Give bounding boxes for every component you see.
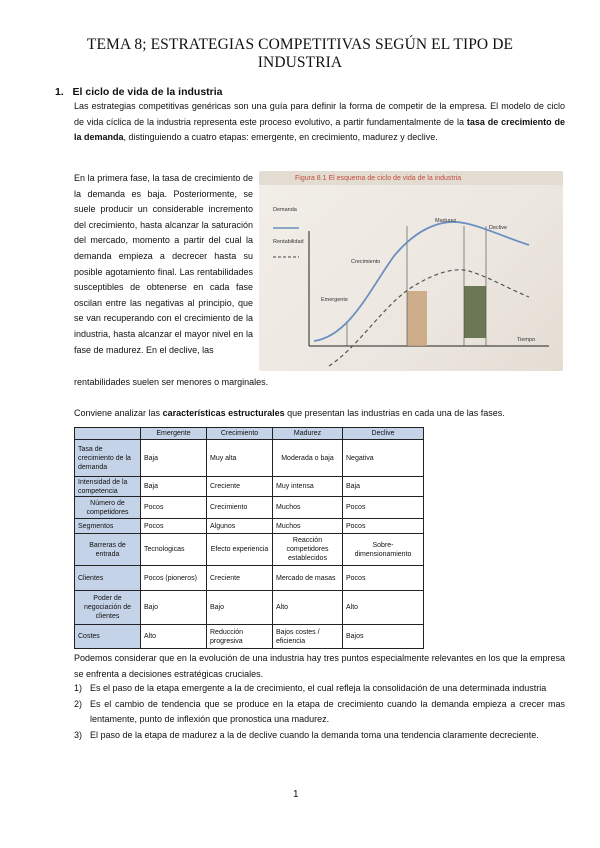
table-intro-bold: características estructurales [162, 408, 285, 418]
table-cell: Algunos [207, 519, 273, 534]
table-row [75, 477, 424, 497]
table-row-label: Clientes [75, 566, 141, 591]
intro-bold: tasa de crecimiento de la demanda [74, 116, 565, 143]
stage-bar-maturity [407, 291, 427, 346]
table-cell: Pocos [141, 519, 207, 534]
table-cell: Crecimiento [207, 497, 273, 519]
table-row-label: Barreras de entrada [75, 534, 141, 566]
table-cell: Muchos [273, 497, 343, 519]
list-item-number: 1) [74, 683, 83, 693]
intro-text-1: Las estrategias competitivas genéricas son una guía para definir la forma de competir de la empresa. El modelo de ciclo de vida cíclica de la industria representa este proceso evolutivo, a partir fundamentalmente de la [74, 101, 565, 127]
table-row-label: Poder de negociación de clientes [75, 591, 141, 625]
stage-label-growth: Crecimiento [351, 259, 381, 265]
table-row [75, 519, 424, 534]
list-item [74, 728, 565, 744]
table-header-cell: Emergente [141, 428, 207, 440]
table-cell: Pocos [343, 497, 424, 519]
table-row [75, 440, 424, 477]
intro-text-2: , distinguiendo a cuatro etapas: emergente, en crecimiento, madurez y declive. [123, 132, 438, 143]
table-cell: Pocos [343, 519, 424, 534]
table-cell: Tecnologicas [141, 534, 207, 566]
table-cell: Bajo [207, 591, 273, 625]
axis-label-time: Tiempo [517, 337, 536, 343]
table-row-label: Segmentos [75, 519, 141, 534]
table-cell: Alto [343, 591, 424, 625]
table-cell: Muy alta [207, 440, 273, 477]
stage-bar-decline [464, 286, 486, 338]
list-item-text: Es el cambio de tendencia que se produce en la etapa de crecimiento cuando la demanda empieza a crecer mas lentamente, punto de inflexión que pronostica una madurez. [90, 698, 565, 725]
table-cell: Reacción competidores establecidos [273, 534, 343, 566]
table-cell: Sobre-dimensionamiento [343, 534, 424, 566]
table-cell: Pocos (pioneros) [141, 566, 207, 591]
list-item-number: 2) [74, 698, 83, 709]
table-header-cell: Declive [343, 428, 424, 440]
section-number: 1. [55, 86, 64, 98]
legend-profit: Rentabilidad [273, 239, 304, 245]
table-cell: Bajos [343, 625, 424, 649]
table-cell: Mercado de masas [273, 566, 343, 591]
table-cell: Alto [141, 625, 207, 649]
page-number: 1 [293, 789, 299, 800]
table-header-row [75, 428, 424, 440]
table-cell: Baja [343, 477, 424, 497]
turning-points-list [74, 681, 565, 743]
table-row [75, 591, 424, 625]
profit-curve [329, 270, 529, 366]
table-cell: Baja [141, 477, 207, 497]
table-row [75, 534, 424, 566]
turning-points-intro: Podemos considerar que en la evolución de una industria hay tres puntos especialmente relevantes en los que la empresa se enfrenta a decisiones estratégicas cruciales. [74, 653, 565, 679]
list-item-text: Es el paso de la etapa emergente a la de crecimiento, el cual refleja la consolidación de una determinada industria [90, 683, 547, 693]
table-intro [74, 406, 565, 422]
lifecycle-figure [259, 171, 563, 371]
page-title: TEMA 8; ESTRATEGIAS COMPETITIVAS SEGÚN EL TIPO DE INDUSTRIA [86, 36, 514, 71]
characteristics-table [74, 427, 424, 649]
table-intro-text-1: Conviene analizar las [74, 408, 163, 418]
stage-label-decline: Declive [489, 225, 508, 231]
list-item-number: 3) [74, 729, 83, 740]
table-cell: Negativa [343, 440, 424, 477]
table-header-cell: Madurez [273, 428, 343, 440]
table-row [75, 625, 424, 649]
table-cell: Muchos [273, 519, 343, 534]
intro-paragraph [74, 99, 565, 146]
table-cell: Muy intensa [273, 477, 343, 497]
legend-demand: Demanda [273, 207, 297, 213]
table-cell: Pocos [343, 566, 424, 591]
section-title: El ciclo de vida de la industria [72, 86, 223, 98]
table-cell: Pocos [141, 497, 207, 519]
stage-label-maturity: Madurez [435, 218, 457, 224]
lifecycle-chart [259, 171, 563, 371]
table-header-cell [75, 428, 141, 440]
table-row-label: Costes [75, 625, 141, 649]
table-intro-text-2: que presentan las industrias en cada una de las fases. [284, 408, 505, 418]
table-cell: Alto [273, 591, 343, 625]
table-cell: Bajos costes / eficiencia [273, 625, 343, 649]
table-cell: Efecto experiencia [207, 534, 273, 566]
list-item [74, 681, 565, 697]
table-cell: Moderada o baja [273, 440, 343, 477]
table-header-cell: Crecimiento [207, 428, 273, 440]
table-cell: Bajo [141, 591, 207, 625]
section-heading [55, 86, 223, 98]
table-cell: Creciente [207, 477, 273, 497]
lifecycle-paragraph: En la primera fase, la tasa de crecimiento de la demanda es baja. Posteriormente, se suele producir un considerable incremento del crecimiento, hasta alcanzar la saturación del mercado, momento a partir del cual la demanda empieza a decrecer hasta su posible agotamiento final. Las rentabilidades susceptibles de obtenerse en cada fase oscilan entre las negativas al principio, que se van recuperando con el crecimiento de la industria, hasta alcanzar el mayor nivel en la fase de madurez. En el declive, las [74, 173, 253, 355]
table-cell: Reducción progresiva [207, 625, 273, 649]
list-item [74, 697, 565, 728]
lifecycle-paragraph-tail: rentabilidades suelen ser menores o marginales. [74, 377, 269, 387]
table-cell: Creciente [207, 566, 273, 591]
table-row [75, 497, 424, 519]
table-row-label: Tasa de crecimiento de la demanda [75, 440, 141, 477]
table-row-label: Intensidad de la competencia [75, 477, 141, 497]
stage-label-emergent: Emergente [321, 297, 348, 303]
figure-caption: Figura 8.1 El esquema de ciclo de vida de la industria [295, 175, 462, 182]
table-row-label: Número de competidores [75, 497, 141, 519]
table-row [75, 566, 424, 591]
table-cell: Baja [141, 440, 207, 477]
list-item-text: El paso de la etapa de madurez a la de declive cuando la demanda toma una tendencia claramente decreciente. [90, 729, 539, 740]
